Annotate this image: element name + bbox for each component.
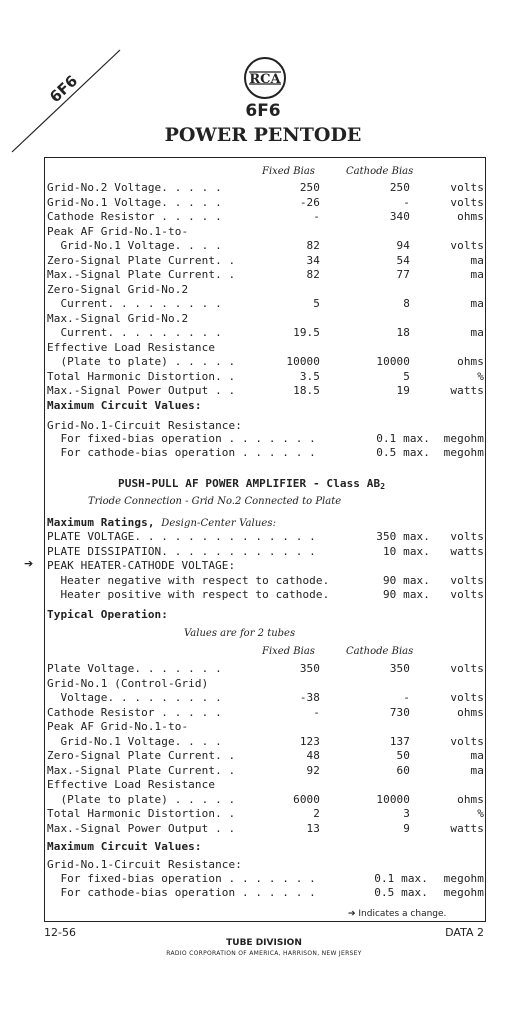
rca-logo-icon <box>243 56 287 100</box>
table-row <box>0 764 526 778</box>
table-row <box>0 735 526 749</box>
row-label: Effective Load Resistance <box>47 778 216 791</box>
footer-company: RADIO CORPORATION OF AMERICA, HARRISON, NEW JERSEY <box>166 950 362 957</box>
row-label: Max.-Signal Power Output . . <box>47 821 236 835</box>
table-row <box>0 225 526 239</box>
list-item <box>0 872 526 886</box>
col-head-fixed-2: Fixed Bias <box>262 646 315 657</box>
max-ratings-heading: Maximum Ratings, Design-Center Values: <box>47 516 277 529</box>
section2-subtitle: Triode Connection - Grid No.2 Connected to Plate <box>88 496 342 507</box>
table-row <box>0 254 526 268</box>
cathode-bias-value: 50 <box>396 749 410 762</box>
typical-op-heading: Typical Operation: <box>47 608 169 621</box>
cathode-bias-value: 137 <box>389 734 410 748</box>
table-row <box>0 283 526 297</box>
cathode-bias-value: 730 <box>389 705 410 719</box>
line-label: For cathode-bias operation . . . . . . <box>47 446 316 459</box>
row-label: Grid-No.1 Voltage. . . . <box>47 734 222 748</box>
line-label: PEAK HEATER-CATHODE VOLTAGE: <box>47 559 236 572</box>
row-label: Grid-No.1 Voltage. . . . . <box>47 195 222 209</box>
unit: volts <box>450 195 484 209</box>
cathode-bias-value: - <box>403 691 410 704</box>
line-value: 0.5 max. <box>374 886 428 899</box>
table-row <box>0 370 526 384</box>
cathode-bias-value: 340 <box>389 210 410 223</box>
row-label: Cathode Resistor . . . . . <box>47 705 222 719</box>
cathode-bias-value: 9 <box>403 821 410 835</box>
row-label: (Plate to plate) . . . . . <box>47 355 236 368</box>
cathode-bias-value: 94 <box>396 239 410 252</box>
line-label: Heater positive with respect to cathode. <box>47 588 330 601</box>
fixed-bias-value: 34 <box>306 253 320 267</box>
table-row <box>0 778 526 792</box>
row-label: Peak AF Grid-No.1-to- <box>47 224 189 238</box>
table-row <box>0 691 526 705</box>
table-row <box>0 239 526 253</box>
unit: megohm <box>443 872 484 885</box>
row-label: Grid-No.2 Voltage. . . . . <box>47 181 222 194</box>
list-item <box>0 530 526 544</box>
line-label: PLATE VOLTAGE. . . . . . . . . . . . . . <box>47 530 316 543</box>
line-label: For fixed-bias operation . . . . . . . <box>47 872 316 885</box>
row-label: Zero-Signal Grid-No.2 <box>47 282 189 296</box>
max-circuit-heading-1: Maximum Circuit Values: <box>47 399 202 412</box>
grid-circuit-sub-1: Grid-No.1-Circuit Resistance: <box>47 419 242 432</box>
fixed-bias-value: 123 <box>299 734 320 748</box>
cathode-bias-value: 250 <box>389 181 410 194</box>
table-row <box>0 749 526 763</box>
unit: megohm <box>443 432 484 445</box>
fixed-bias-value: 350 <box>299 662 320 675</box>
fixed-bias-value: - <box>313 210 320 223</box>
unit: ma <box>470 268 484 281</box>
row-label: Grid-No.1 (Control-Grid) <box>47 676 209 690</box>
fixed-bias-value: 250 <box>299 181 320 194</box>
line-value: 90 max. <box>382 588 430 601</box>
unit: volts <box>450 573 484 587</box>
table-row <box>0 384 526 398</box>
row-label: (Plate to plate) . . . . . <box>47 792 236 806</box>
unit: megohm <box>443 886 484 899</box>
unit: ma <box>470 326 484 339</box>
row-label: Cathode Resistor . . . . . <box>47 210 222 223</box>
unit: % <box>477 369 484 383</box>
table-row <box>0 181 526 195</box>
row-label: Max.-Signal Plate Current. . <box>47 268 236 281</box>
cathode-bias-value: 350 <box>389 662 410 675</box>
table-row <box>0 720 526 734</box>
cathode-bias-value: 3 <box>403 807 410 820</box>
logo-text: RCA <box>249 72 281 87</box>
fixed-bias-value: 2 <box>313 807 320 820</box>
table-row <box>0 793 526 807</box>
fixed-bias-value: - <box>313 705 320 719</box>
row-label: Effective Load Resistance <box>47 340 216 354</box>
cathode-bias-value: 54 <box>396 253 410 267</box>
list-item <box>0 559 526 573</box>
footer-data: DATA 2 <box>445 926 484 939</box>
cathode-bias-value: 8 <box>403 297 410 310</box>
fixed-bias-value: 19.5 <box>293 326 320 339</box>
fixed-bias-value: -26 <box>299 195 320 209</box>
unit: watts <box>450 384 484 397</box>
table-row <box>0 706 526 720</box>
cathode-bias-value: 77 <box>396 268 410 281</box>
table-row <box>0 297 526 311</box>
cathode-bias-value: 19 <box>396 384 410 397</box>
fixed-bias-value: 13 <box>306 821 320 835</box>
table-row <box>0 196 526 210</box>
unit: volts <box>450 239 484 252</box>
table-row <box>0 210 526 224</box>
table-row <box>0 268 526 282</box>
line-label: For fixed-bias operation . . . . . . . <box>47 432 316 445</box>
list-item <box>0 588 526 602</box>
line-value: 90 max. <box>382 573 430 587</box>
cathode-bias-value: 18 <box>396 326 410 339</box>
unit: watts <box>450 544 484 558</box>
unit: ma <box>470 253 484 267</box>
unit: watts <box>450 821 484 835</box>
table-row <box>0 677 526 691</box>
cathode-bias-value: - <box>403 195 410 209</box>
fixed-bias-value: 5 <box>313 297 320 310</box>
line-label: For cathode-bias operation . . . . . . <box>47 886 316 899</box>
row-label: Grid-No.1 Voltage. . . . <box>47 239 222 252</box>
row-label: Zero-Signal Plate Current. . <box>47 253 236 267</box>
line-value: 10 max. <box>382 544 430 558</box>
max-circuit-heading-2: Maximum Circuit Values: <box>47 840 202 853</box>
unit: ma <box>470 763 484 777</box>
section2-title: PUSH-PULL AF POWER AMPLIFIER - Class AB2 <box>118 477 386 491</box>
col-head-fixed: Fixed Bias <box>262 166 315 177</box>
change-note: ➔ Indicates a change. <box>348 909 447 919</box>
unit: ohms <box>457 705 484 719</box>
table-row <box>0 822 526 836</box>
unit: ohms <box>457 355 484 368</box>
grid-circuit-sub-2: Grid-No.1-Circuit Resistance: <box>47 858 242 871</box>
unit: ohms <box>457 792 484 806</box>
page-title: POWER PENTODE <box>164 124 362 146</box>
fixed-bias-value: -38 <box>299 691 320 704</box>
table-row <box>0 807 526 821</box>
row-label: Peak AF Grid-No.1-to- <box>47 720 189 733</box>
table-row <box>0 312 526 326</box>
row-label: Total Harmonic Distortion. . <box>47 369 236 383</box>
fixed-bias-value: 48 <box>306 749 320 762</box>
cathode-bias-value: 60 <box>396 763 410 777</box>
fixed-bias-value: 3.5 <box>299 369 320 383</box>
table-row <box>0 355 526 369</box>
tube-type: 6F6 <box>245 101 281 121</box>
row-label: Plate Voltage. . . . . . . <box>47 662 222 675</box>
unit: volts <box>450 181 484 194</box>
col-head-cathode-2: Cathode Bias <box>346 646 414 657</box>
change-arrow-icon: ➔ <box>24 557 34 570</box>
unit: % <box>477 807 484 820</box>
fixed-bias-value: 92 <box>306 763 320 777</box>
line-label: Heater negative with respect to cathode. <box>47 573 330 587</box>
table-row <box>0 341 526 355</box>
list-item <box>0 432 526 446</box>
list-item <box>0 446 526 460</box>
unit: volts <box>450 588 484 601</box>
row-label: Max.-Signal Grid-No.2 <box>47 311 189 325</box>
list-item <box>0 574 526 588</box>
footer-date: 12-56 <box>44 926 76 939</box>
line-value: 350 max. <box>376 530 430 543</box>
change-note-arrow-icon: ➔ <box>348 909 359 919</box>
col-head-cathode: Cathode Bias <box>346 166 414 177</box>
corner-tag: 6F6 <box>46 71 82 107</box>
list-item <box>0 886 526 900</box>
row-label: Total Harmonic Distortion. . <box>47 807 236 820</box>
fixed-bias-value: 10000 <box>286 355 320 368</box>
row-label: Current. . . . . . . . . <box>47 297 222 310</box>
fixed-bias-value: 18.5 <box>293 384 320 397</box>
fixed-bias-value: 82 <box>306 268 320 281</box>
bottom-rule <box>44 921 485 922</box>
fixed-bias-value: 6000 <box>293 792 320 806</box>
row-label: Max.-Signal Plate Current. . <box>47 763 236 777</box>
row-label: Zero-Signal Plate Current. . <box>47 749 236 762</box>
row-label: Current. . . . . . . . . <box>47 326 222 339</box>
footer-division: TUBE DIVISION <box>226 938 302 948</box>
cathode-bias-value: 10000 <box>376 792 410 806</box>
unit: volts <box>450 530 484 543</box>
table-row <box>0 326 526 340</box>
unit: ohms <box>457 210 484 223</box>
unit: volts <box>450 734 484 748</box>
unit: volts <box>450 691 484 704</box>
unit: ma <box>470 749 484 762</box>
list-item <box>0 545 526 559</box>
line-value: 0.1 max. <box>374 872 428 885</box>
row-label: Max.-Signal Power Output . . <box>47 384 236 397</box>
fixed-bias-value: 82 <box>306 239 320 252</box>
line-value: 0.5 max. <box>376 446 430 459</box>
unit: volts <box>450 662 484 675</box>
cathode-bias-value: 5 <box>403 369 410 383</box>
row-label: Voltage. . . . . . . . . <box>47 691 222 704</box>
unit: megohm <box>443 446 484 459</box>
line-value: 0.1 max. <box>376 432 430 445</box>
cathode-bias-value: 10000 <box>376 355 410 368</box>
unit: ma <box>470 297 484 310</box>
line-label: PLATE DISSIPATION. . . . . . . . . . . . <box>47 544 316 558</box>
table-row <box>0 662 526 676</box>
values-note: Values are for 2 tubes <box>184 628 296 639</box>
